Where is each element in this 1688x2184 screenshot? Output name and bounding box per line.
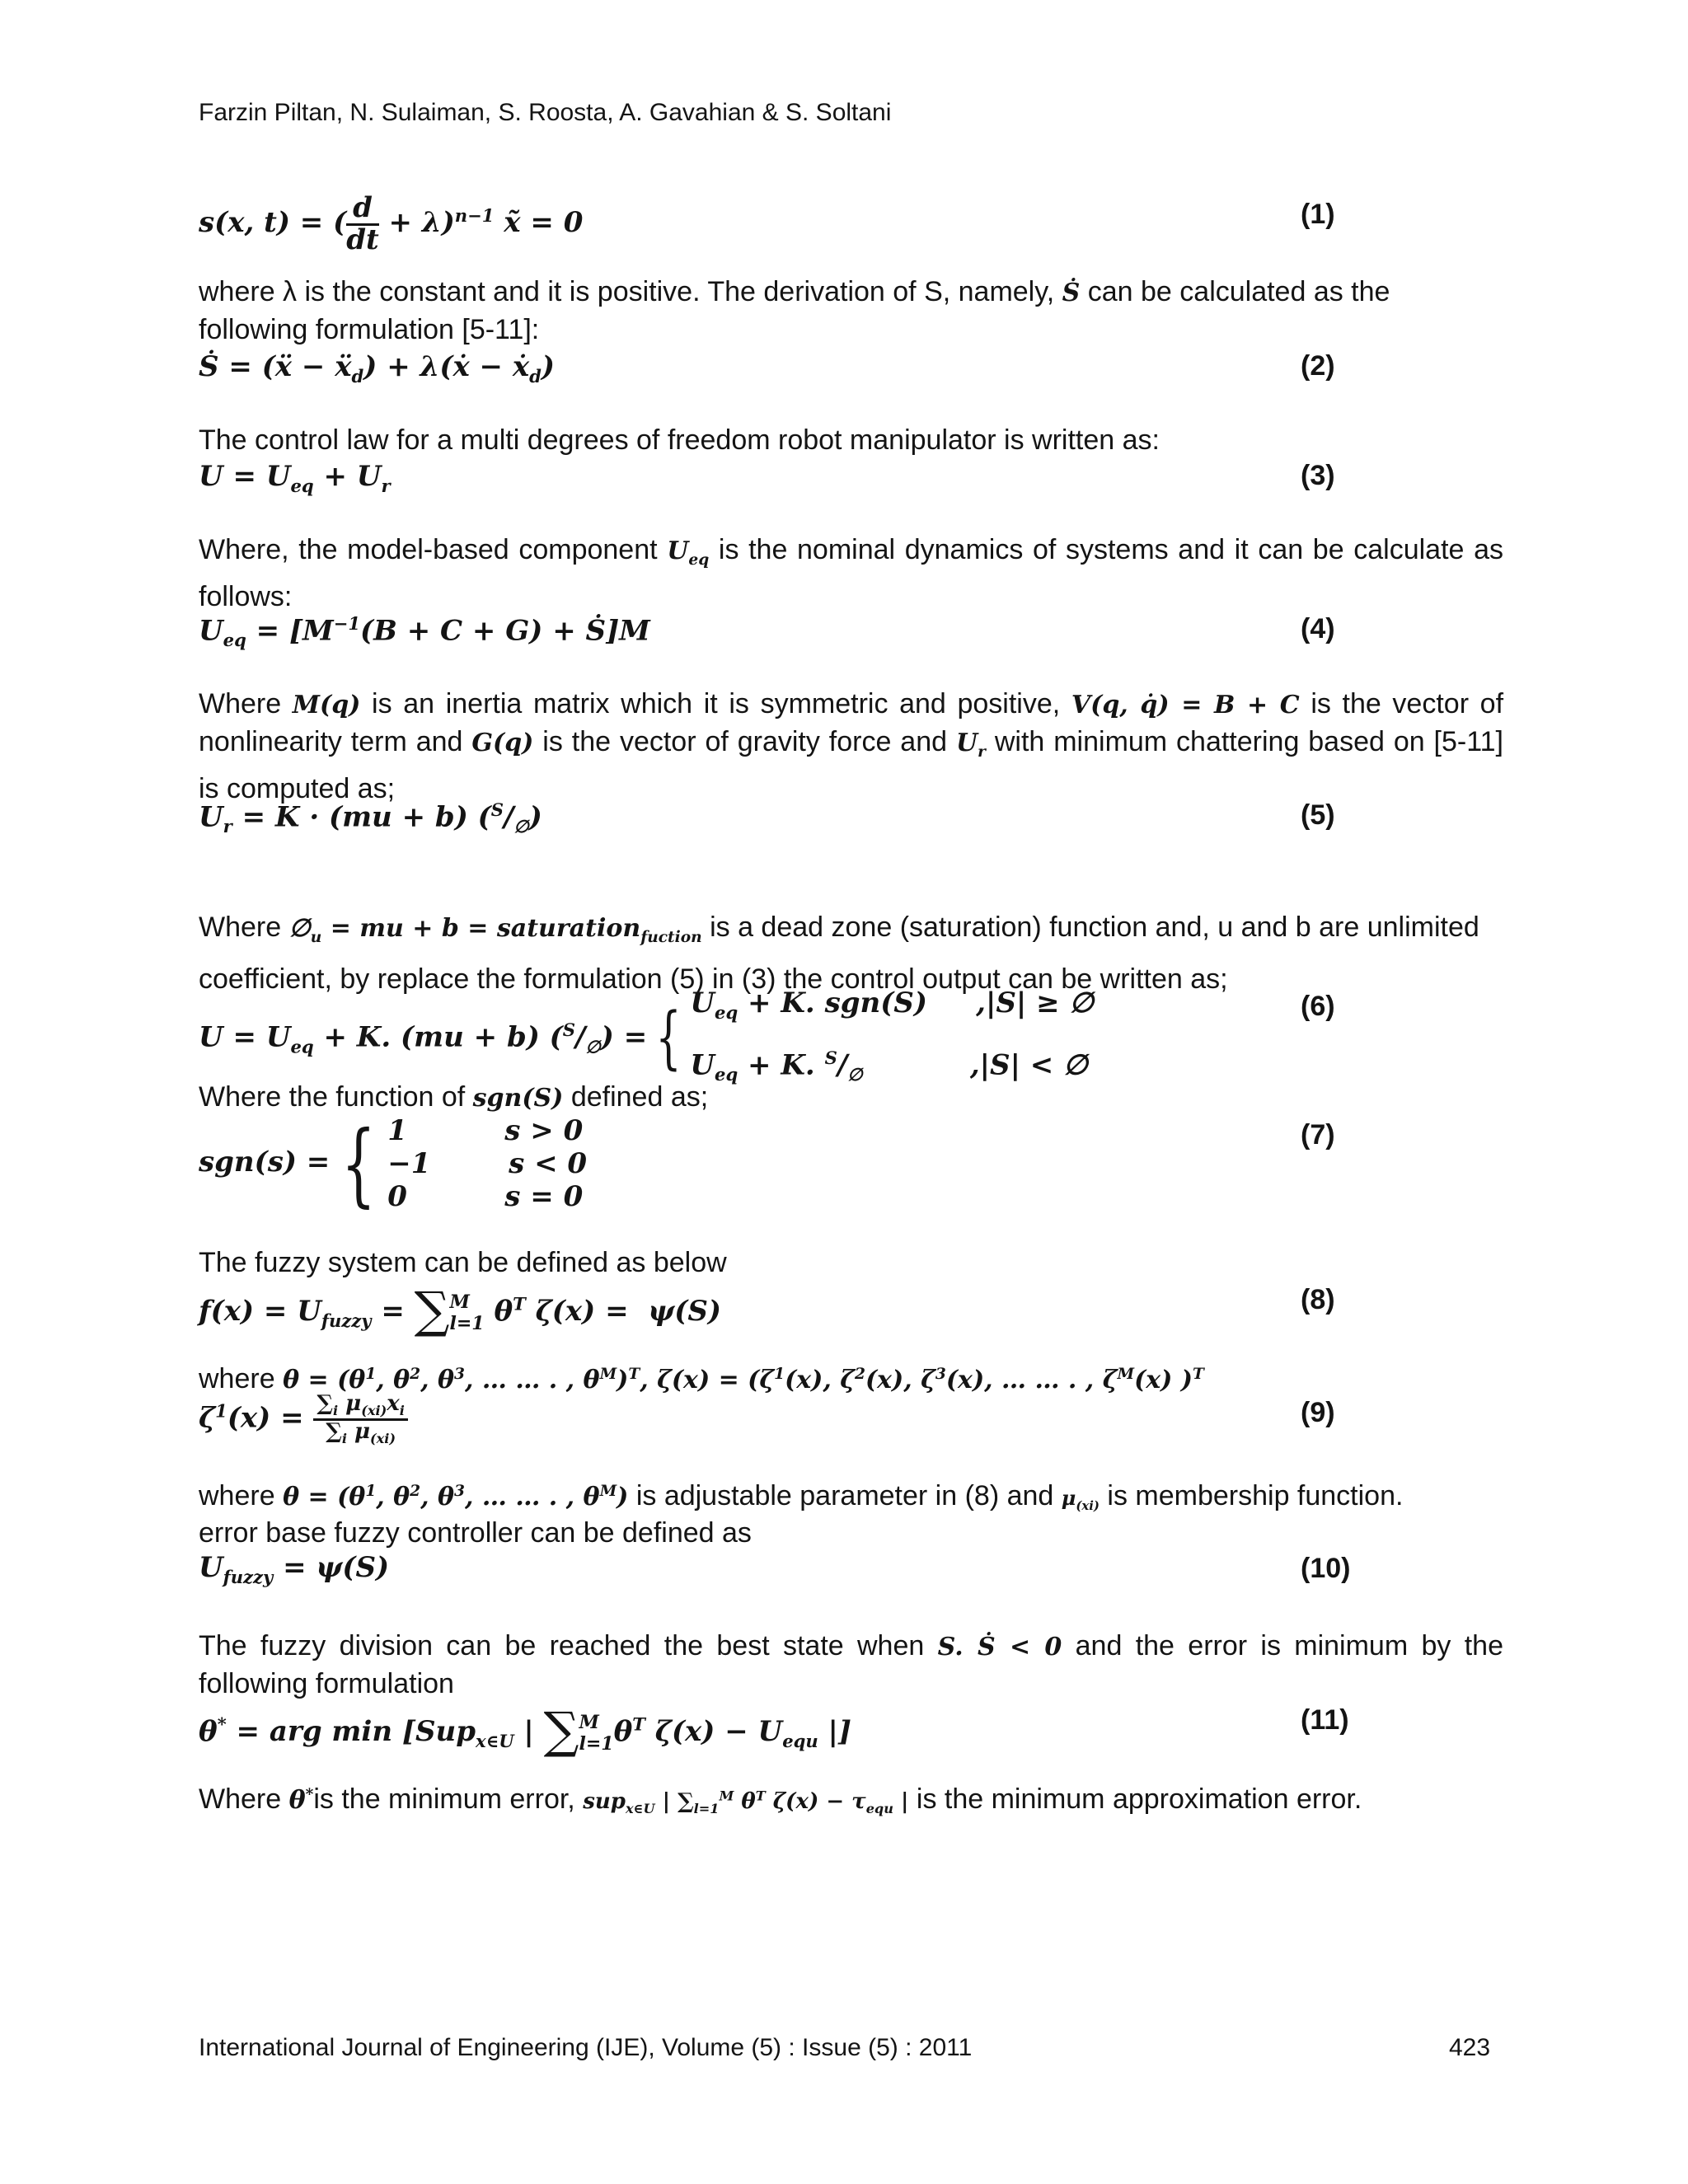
inline-math-theta: $\theta = (\theta^1$, $\theta^2$, $\theta^3$, … … . , $\theta^M$) (283, 1483, 629, 1511)
equation-number-11: (11) (1301, 1704, 1349, 1736)
inline-math-ss-dot: S. Ṡ < 0 (937, 1633, 1062, 1661)
paragraph-error-base-controller: error base fuzzy controller can be defined as (199, 1517, 752, 1549)
paragraph-text: is the nominal dynamics of systems and it can be calculate as follows: (199, 534, 1503, 612)
paragraph-text: Where (199, 912, 282, 943)
paragraph-text: is membership function. (1107, 1480, 1404, 1511)
inline-math-s-dot: Ṡ (1062, 279, 1081, 307)
equation-1: s(x, t) = ( $\frac{d}{dt}$ + λ)$^{n-1}$ x̃ = 0 (199, 191, 584, 256)
paragraph-text: with minimum chattering based on [5-11] is computed as; (199, 726, 1503, 804)
paragraph-text: Where, the model-based component (199, 534, 658, 565)
footer-page-number: 423 (1449, 2034, 1491, 2061)
paragraph-text: is a dead zone (saturation) function and, u and b are unlimited coefficient, by replace the formulation (5) in (3) the control output can be written as; (199, 912, 1479, 995)
equation-number-8: (8) (1301, 1284, 1335, 1315)
paragraph-text: Where the function of (199, 1081, 466, 1113)
running-header: Farzin Piltan, N. Sulaiman, S. Roosta, A. Gavahian & S. Soltani (199, 99, 892, 126)
equation-10: $U_{fuzzy} = \psi(S)$ (199, 1551, 390, 1587)
paragraph-fuzzy-system: The fuzzy system can be defined as below (199, 1247, 727, 1278)
inline-math-sgn: sgn(S) (472, 1084, 564, 1113)
inline-math-sup-approximation: sup$_{x\in U}$ | $\sum_{l=1}^M$ $\theta^T$ $\zeta(x) - \tau_{equ}$ | (583, 1788, 909, 1817)
inline-math-ueq: $U_{eq}$ (667, 537, 710, 569)
inline-math-mu: $\mu_{(xi)}$ (1061, 1486, 1100, 1513)
equation-11: θ* = arg min [Sup$_{x\in U}$ | ∑ M l=1 $\theta^T$ $\zeta(x) - U_{equ}$ |] (199, 1702, 851, 1760)
paragraph-model-based-component (199, 532, 1503, 616)
equation-number-2: (2) (1301, 350, 1335, 382)
footer-journal: International Journal of Engineering (IJE), Volume (5) : Issue (5) : 2011 (199, 2034, 973, 2061)
paragraph-text: is an inertia matrix which it is symmetric and positive, (372, 688, 1061, 719)
paragraph-control-law: The control law for a multi degrees of freedom robot manipulator is written as: (199, 424, 1160, 456)
equation-number-1: (1) (1301, 199, 1335, 230)
paragraph-text: The fuzzy division can be reached the best state when (199, 1630, 925, 1661)
equation-number-3: (3) (1301, 460, 1335, 491)
equation-5: $U_r = K \cdot (mu + b)$ $(^S/_\emptyset)$ (199, 799, 542, 837)
equation-7: sgn(s) = { 1 s > 0 −1 s < 0 0 s = 0 (199, 1111, 588, 1216)
equation-2: Ṡ = (ẍ − ẍ$_d$) + λ(ẋ − ẋ$_d$) (199, 350, 555, 387)
paragraph-text: is the minimum approximation error. (916, 1783, 1362, 1815)
paragraph-fuzzy-division (199, 1628, 1503, 1703)
paragraph-text: where (199, 1363, 275, 1394)
equation-6: $U = U_{eq} + K$. (mu + b) $(^S/_\emptyset)$ = { $U_{eq} + K$. sgn(S) ,|S| ≥ ∅ $U_{eq} + K$. $^S/_\emptyset$ ,|S| < ∅ (199, 987, 1095, 1085)
paragraph-text: is adjustable parameter in (8) and (635, 1480, 1054, 1511)
equation-number-10: (10) (1301, 1553, 1351, 1584)
paragraph-minimum-error (199, 1776, 1503, 1827)
paragraph-text: is the vector of nonlinearity term and (199, 688, 1504, 757)
paragraph-text: is the minimum error, (313, 1783, 575, 1815)
paragraph-text: defined as; (570, 1081, 709, 1113)
equation-number-5: (5) (1301, 799, 1335, 831)
paragraph-text: and the error is minimum by the following formulation (199, 1630, 1503, 1699)
equation-number-7: (7) (1301, 1119, 1335, 1151)
paragraph-text: where (199, 1480, 275, 1511)
paragraph-text: can be calculated as the following formulation [5-11]: (199, 276, 1390, 345)
equation-9: $\zeta^1(x)$ = $\frac{\sum_i \mu_{(xi)}x_i}{\sum_i \mu_{(xi)}}$ (199, 1393, 408, 1446)
equation-3: $U = U_{eq} + U_r$ (199, 460, 391, 496)
inline-math-saturation: $\emptyset_u$ = mu + b = saturation$_{fuction}$ (288, 914, 702, 946)
equation-number-6: (6) (1301, 991, 1335, 1022)
paragraph-inertia-matrix (199, 686, 1503, 808)
paragraph-text: Where (199, 688, 282, 719)
equation-4: $U_{eq} = [M^{-1}(B + C + G)$ + Ṡ]M (199, 613, 650, 651)
equation-8: $f(x) = U_{fuzzy}$ = ∑ M l=1 $\theta^T$ ζ(x) = ψ(S) (199, 1282, 721, 1339)
inline-math-mq: M(q) (292, 691, 361, 719)
paragraph-sliding-surface-derivative (199, 274, 1503, 349)
inline-math-ur: $U_r$ (955, 729, 986, 761)
paragraph-text: Where (199, 1783, 282, 1815)
paragraph-text: is the vector of gravity force and (542, 726, 948, 757)
inline-math-gq: G(q) (471, 729, 534, 757)
equation-number-9: (9) (1301, 1397, 1335, 1428)
inline-math-v: V(q, q̇) = B + C (1071, 691, 1300, 719)
paragraph-sgn-definition (199, 1079, 1503, 1117)
inline-math-theta-star: θ* (288, 1786, 314, 1815)
inline-math-theta-zeta: $\theta = (\theta^1$, $\theta^2$, $\theta^3$, … … . , $\theta^M)^T$, $\zeta(x) = (\zeta^1(x)$, $\zeta^2(x)$, $\zeta^3(x)$, … … . , $\zeta^M(x)$ )$^T$ (283, 1366, 1204, 1394)
equation-number-4: (4) (1301, 613, 1335, 644)
paragraph-text: where λ is the constant and it is positive. The derivation of S, namely, (199, 276, 1055, 307)
